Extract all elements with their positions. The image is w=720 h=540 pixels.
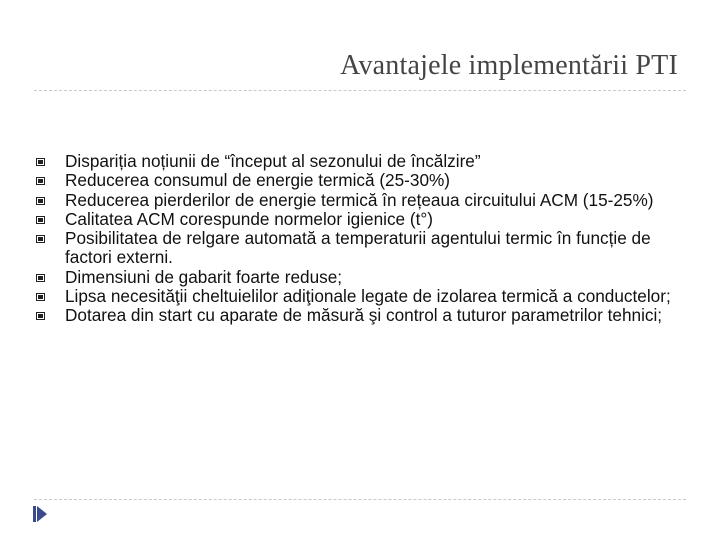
square-bullet-icon — [36, 177, 45, 185]
title-divider — [34, 90, 686, 91]
bullet-list — [36, 152, 676, 326]
bullet-item — [36, 210, 676, 229]
bullet-item — [36, 171, 676, 190]
square-bullet-icon — [36, 312, 45, 320]
bullet-item — [36, 191, 676, 210]
bullet-item — [36, 287, 676, 306]
bullet-item — [36, 152, 676, 171]
square-bullet-icon — [36, 274, 45, 282]
bullet-text: Lipsa necesităţii cheltuielilor adiţionale legate de izolarea termică a conductelor; — [65, 286, 671, 307]
slide-title: Avantajele implementării PTI — [340, 50, 678, 81]
bullet-text: Calitatea ACM corespunde normelor igienice (t°) — [65, 208, 433, 229]
nav-arrow-icon[interactable] — [33, 506, 47, 522]
square-bullet-icon — [36, 158, 45, 166]
bullet-text: Dispariția noțiunii de “început al sezonului de încălzire” — [65, 151, 481, 171]
bullet-text: Posibilitatea de relgare automată a temperaturii agentului termic în funcție de factori externi. — [65, 228, 651, 268]
bullet-text: Dotarea din start cu aparate de măsură şi control a tuturor parametrilor tehnici; — [65, 305, 663, 326]
square-bullet-icon — [36, 235, 45, 243]
bullet-item — [36, 268, 676, 287]
bullet-text: Reducerea pierderilor de energie termică în rețeaua circuitului ACM (15-25%) — [65, 189, 654, 210]
footer-divider — [34, 499, 686, 500]
bullet-item — [36, 306, 676, 325]
square-bullet-icon — [36, 216, 45, 224]
bullet-text: Reducerea consumul de energie termică (25-30%) — [65, 170, 451, 191]
square-bullet-icon — [36, 293, 45, 301]
bullet-item — [36, 229, 676, 268]
bullet-text: Dimensiuni de gabarit foarte reduse; — [65, 266, 343, 287]
square-bullet-icon — [36, 197, 45, 205]
